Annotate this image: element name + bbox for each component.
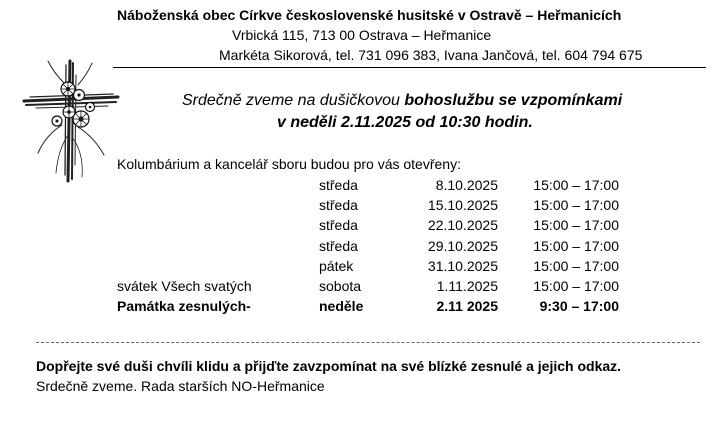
schedule-row <box>0 238 725 258</box>
schedule-row-date: 15.10.2025 <box>427 197 498 214</box>
invitation-line-1-bold: bohoslužbu se vzpomínkami <box>404 92 623 109</box>
organization-contacts: Markéta Sikorová, tel. 731 096 383, Ivana Jančová, tel. 604 794 675 <box>219 47 643 63</box>
schedule-row-time: 15:00 – 17:00 <box>533 257 619 274</box>
organization-address: Vrbická 115, 713 00 Ostrava – Heřmanice <box>232 27 492 43</box>
invitation-line-1 <box>182 92 622 110</box>
schedule-row-date: 22.10.2025 <box>427 217 498 234</box>
footer-message: Dopřejte své duši chvíli klidu a přijďte zavzpomínat na své blízké zesnulé a jejich odkaz. <box>36 358 622 374</box>
schedule-row-time: 15:00 – 17:00 <box>533 237 619 254</box>
schedule-intro: Kolumbárium a kancelář sboru budou pro vás otevřeny: <box>117 156 461 172</box>
schedule-row <box>0 258 725 278</box>
cross-with-flowers-image <box>18 55 123 185</box>
schedule-row <box>0 177 725 197</box>
footer-signature: Srdečně zveme. Rada starších NO-Heřmanice <box>36 378 325 394</box>
invitation-line-2: v neděli 2.11.2025 od 10:30 hodin. <box>277 114 533 131</box>
schedule-row-day: středa <box>319 237 358 254</box>
schedule-row <box>0 278 725 298</box>
schedule-row-time: 15:00 – 17:00 <box>533 197 619 214</box>
schedule-row-time: 15:00 – 17:00 <box>533 278 619 294</box>
schedule-row-day: neděle <box>319 298 364 315</box>
dashed-divider <box>36 342 700 343</box>
schedule-row-date: 1.11.2025 <box>436 278 498 294</box>
schedule-row-day: středa <box>319 217 358 234</box>
schedule-row-day: sobota <box>319 278 362 294</box>
schedule-row-date: 29.10.2025 <box>427 237 498 254</box>
organization-name: Náboženská obec Církve československé husitské v Ostravě – Heřmanicích <box>117 7 622 23</box>
schedule-row <box>0 217 725 237</box>
schedule-row-time: 15:00 – 17:00 <box>533 177 619 193</box>
schedule-row-date: 31.10.2025 <box>427 257 498 274</box>
schedule-row-day: pátek <box>319 257 354 274</box>
schedule-row <box>0 197 725 217</box>
schedule-row-date: 2.11 2025 <box>436 298 498 315</box>
schedule-row-day: středa <box>319 197 358 214</box>
schedule-row-time: 15:00 – 17:00 <box>533 217 619 234</box>
schedule-row-day: středa <box>319 177 358 193</box>
schedule-row-label: svátek Všech svatých <box>117 278 252 294</box>
invitation-line-1-prefix: Srdečně zveme na dušičkovou <box>182 92 405 109</box>
schedule-row-time: 9:30 – 17:00 <box>539 298 619 315</box>
header-divider <box>113 67 706 68</box>
schedule-row-label: Památka zesnulých- <box>117 298 251 315</box>
schedule-row-date: 8.10.2025 <box>435 177 498 193</box>
schedule-row <box>0 298 725 318</box>
